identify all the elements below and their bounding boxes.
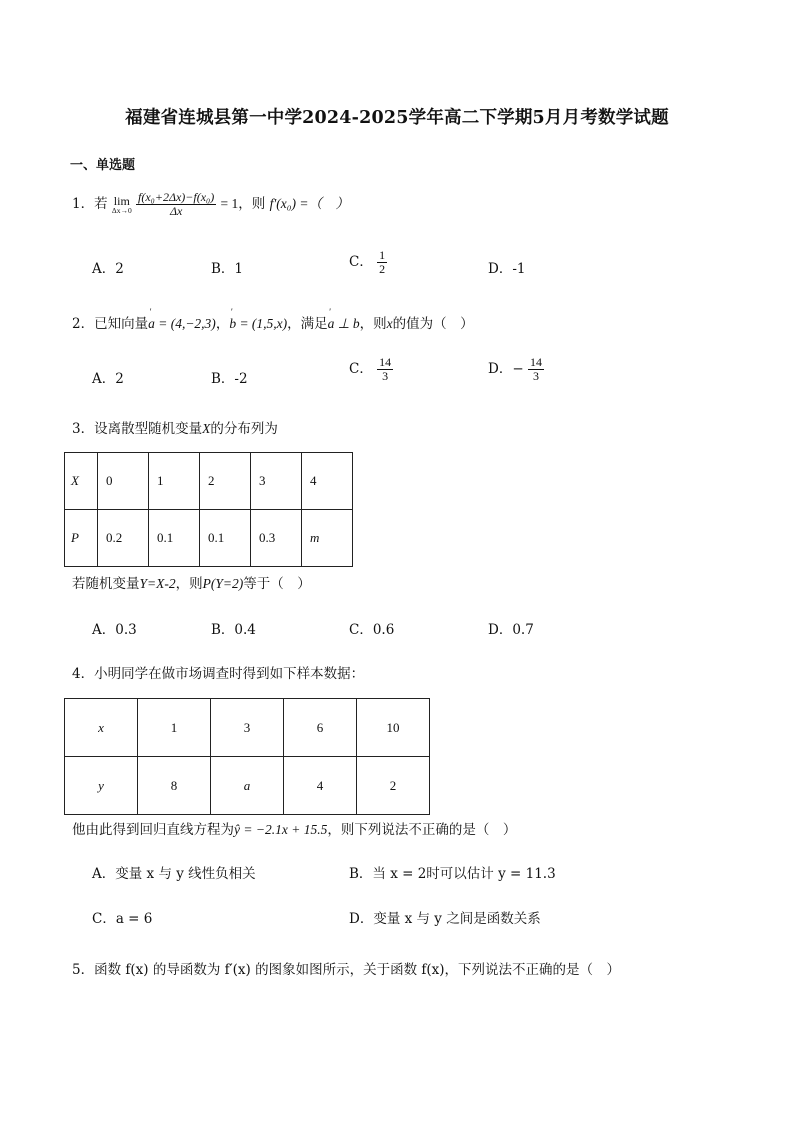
table-cell: P bbox=[65, 510, 98, 567]
table-cell: 4 bbox=[302, 453, 353, 510]
question-4: 4．小明同学在做市场调查时得到如下样本数据： bbox=[72, 666, 365, 682]
q4-followup: 他由此得到回归直线方程为ŷ = −2.1x + 15.5，则下列说法不正确的是（ ） bbox=[72, 822, 517, 838]
table-cell: 1 bbox=[149, 453, 200, 510]
q4-option-a[interactable]: A．变量 x 与 y 线性负相关 bbox=[92, 866, 256, 882]
table-cell: 0.1 bbox=[149, 510, 200, 567]
table-cell: 0.1 bbox=[200, 510, 251, 567]
table-cell: x bbox=[65, 699, 138, 757]
section-heading: 一、单选题 bbox=[70, 158, 136, 173]
table-row bbox=[65, 699, 430, 757]
vector-b: ' b = (1,5,x) bbox=[229, 316, 287, 331]
table-cell: 0 bbox=[98, 453, 149, 510]
q3-option-d[interactable]: D．0.7 bbox=[488, 622, 534, 638]
distribution-table bbox=[64, 452, 353, 567]
table-cell: 10 bbox=[357, 699, 430, 757]
q2-option-d[interactable]: D．− $\frac{14}{3}$ bbox=[488, 355, 542, 384]
q3-followup: 若随机变量Y=X-2，则P(Y=2)等于（ ） bbox=[72, 576, 311, 592]
table-cell: 6 bbox=[284, 699, 357, 757]
sample-data-table bbox=[64, 698, 430, 815]
table-cell: 2 bbox=[357, 757, 430, 815]
q1-number: 1．若 bbox=[72, 196, 108, 213]
q1-fraction: $\frac{\text{f(x₀+2Δx)−f(x₀)}}{\Delta x}$ bbox=[138, 190, 215, 219]
table-cell: 0.2 bbox=[98, 510, 149, 567]
q1-limit: lim Δx→0 bbox=[111, 193, 132, 215]
q3-option-b[interactable]: B．0.4 bbox=[211, 622, 256, 638]
table-cell: y bbox=[65, 757, 138, 815]
q1-rhs: = 1，则 bbox=[220, 196, 266, 212]
q2-option-b[interactable]: B．-2 bbox=[211, 371, 248, 387]
table-cell: 0.3 bbox=[251, 510, 302, 567]
q1-option-b[interactable]: B．1 bbox=[211, 261, 244, 277]
table-cell: 3 bbox=[251, 453, 302, 510]
table-cell: 8 bbox=[138, 757, 211, 815]
table-cell: 2 bbox=[200, 453, 251, 510]
table-row bbox=[65, 453, 353, 510]
table-cell: 4 bbox=[284, 757, 357, 815]
page-title: 福建省连城县第一中学2024-2025学年高二下学期5月月考数学试题 bbox=[125, 108, 669, 128]
q1-option-d[interactable]: D．-1 bbox=[488, 261, 526, 277]
q1-option-a[interactable]: A．2 bbox=[92, 261, 124, 277]
question-3: 3．设离散型随机变量X的分布列为 bbox=[72, 421, 278, 437]
q4-option-d[interactable]: D．变量 x 与 y 之间是函数关系 bbox=[349, 911, 541, 927]
q3-option-c[interactable]: C．0.6 bbox=[349, 622, 395, 638]
perpendicular-condition: ' a ⊥ b bbox=[328, 316, 360, 331]
regression-equation: ŷ = −2.1x + 15.5 bbox=[234, 822, 328, 837]
q2-option-a[interactable]: A．2 bbox=[92, 371, 124, 387]
question-1 bbox=[72, 191, 349, 218]
table-row bbox=[65, 757, 430, 815]
question-5: 5．函数 f(x) 的导函数为 f′(x) 的图象如图所示，关于函数 f(x)，下列说法不正确的是（ ） bbox=[72, 962, 621, 978]
table-cell: 1 bbox=[138, 699, 211, 757]
vector-a: ' a = (4,−2,3) bbox=[148, 316, 216, 331]
q1-option-c[interactable]: C． $\frac{1}{2}$ bbox=[349, 248, 386, 277]
question-2: 2．已知向量' a = (4,−2,3)，' b = (1,5,x)，满足' a ⊥ b，则x的值为（ ） bbox=[72, 312, 474, 332]
q1-ask: f′(x₀) =（ ） bbox=[269, 196, 349, 212]
table-cell: 3 bbox=[211, 699, 284, 757]
q2-option-c[interactable]: C． $\frac{14}{3}$ bbox=[349, 355, 392, 384]
q4-option-c[interactable]: C．a = 6 bbox=[92, 911, 153, 927]
table-row bbox=[65, 510, 353, 567]
table-cell: X bbox=[65, 453, 98, 510]
q4-option-b[interactable]: B．当 x = 2时可以估计 y = 11.3 bbox=[349, 866, 556, 882]
q3-option-a[interactable]: A．0.3 bbox=[92, 622, 137, 638]
table-cell: a bbox=[211, 757, 284, 815]
table-cell: m bbox=[302, 510, 353, 567]
